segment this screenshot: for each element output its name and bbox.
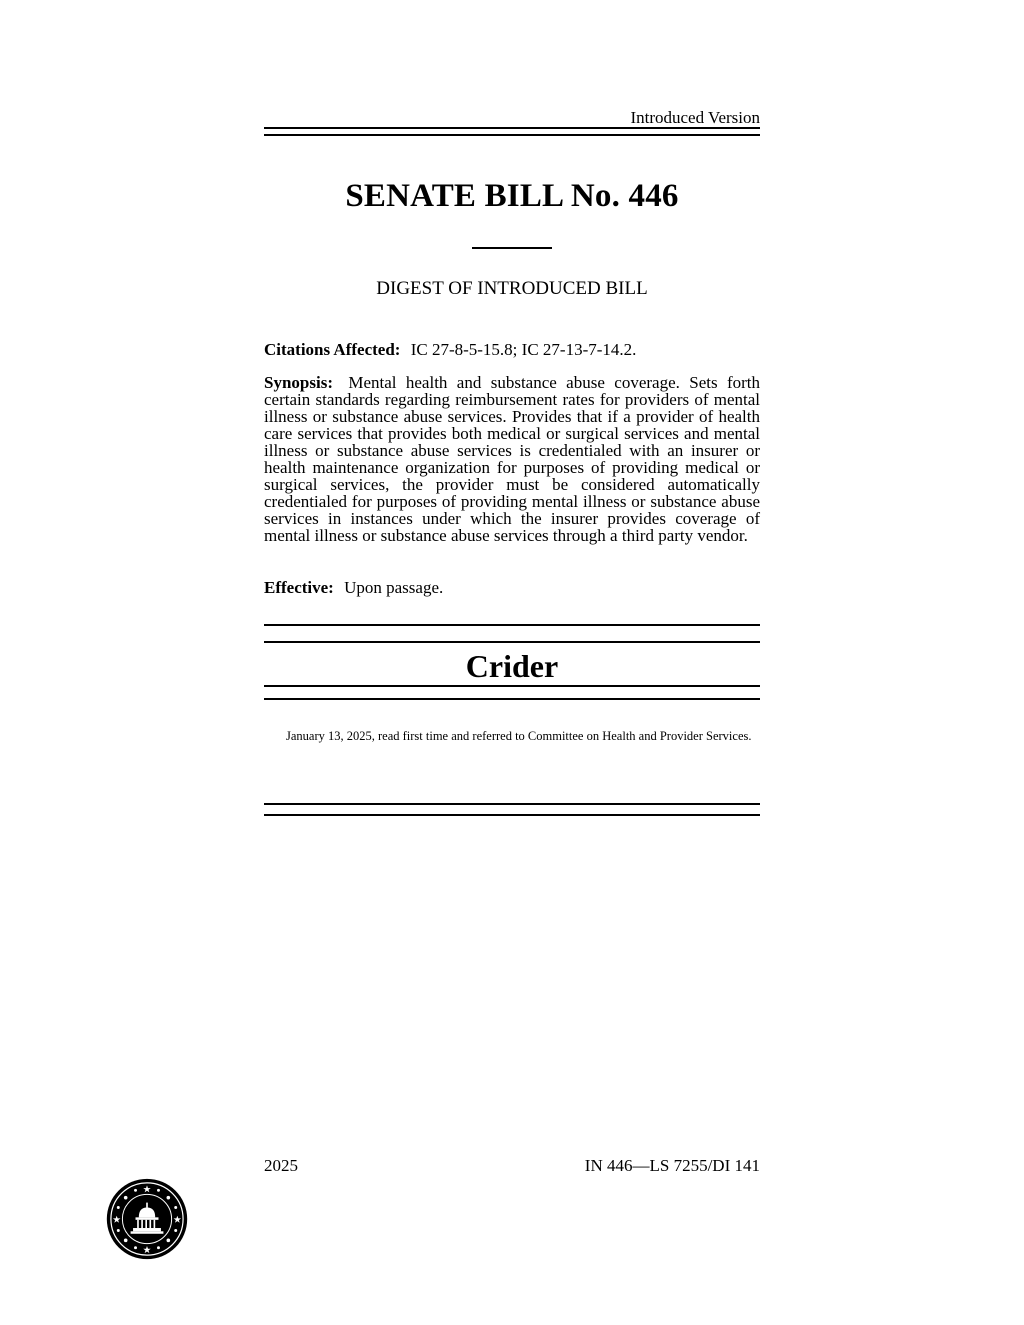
bill-history: January 13, 2025, read first time and referred to Committee on Health and Provider Services. <box>286 729 752 743</box>
synopsis <box>264 374 760 544</box>
synopsis-label: Synopsis: <box>264 373 333 392</box>
header-rule-bottom <box>264 134 760 136</box>
author-rule-4 <box>264 698 760 700</box>
digest-heading: DIGEST OF INTRODUCED BILL <box>376 278 648 299</box>
title-divider <box>472 247 552 249</box>
citations-text: IC 27-8-5-15.8; IC 27-13-7-14.2. <box>410 340 637 359</box>
citations-label: Citations Affected: <box>264 340 401 359</box>
effective-label: Effective: <box>264 578 334 597</box>
history-rule-2 <box>264 814 760 816</box>
effective-text: Upon passage. <box>344 578 444 597</box>
citations-affected <box>264 340 760 360</box>
author-rule-3 <box>264 685 760 687</box>
author-name: Crider <box>465 648 559 684</box>
author-rule-2 <box>264 641 760 643</box>
footer-year: 2025 <box>264 1156 298 1175</box>
header-rule-top <box>264 127 760 129</box>
synopsis-text: Mental health and substance abuse coverage. Sets forth certain standards regarding reimbursement rates for providers of mental illness or substance abuse services. Provides that if a provider of health care services that provides both medical or surgical services and mental illness or substance abuse services is credentialed with an insurer or health maintenance organization for purposes of providing medical or surgical services, the provider must be considered automatically credentialed for purposes of providing mental illness or substance abuse services in instances under which the insurer provides coverage of mental illness or substance abuse services through a third party vendor. <box>264 373 760 545</box>
version-label: Introduced Version <box>630 108 760 127</box>
author-rule-1 <box>264 624 760 626</box>
effective-date <box>264 578 760 598</box>
bill-title: SENATE BILL No. 446 <box>345 178 679 214</box>
footer-bill-id: IN 446—LS 7255/DI 141 <box>584 1156 760 1175</box>
history-rule-1 <box>264 803 760 805</box>
state-seal-icon <box>106 1178 188 1260</box>
